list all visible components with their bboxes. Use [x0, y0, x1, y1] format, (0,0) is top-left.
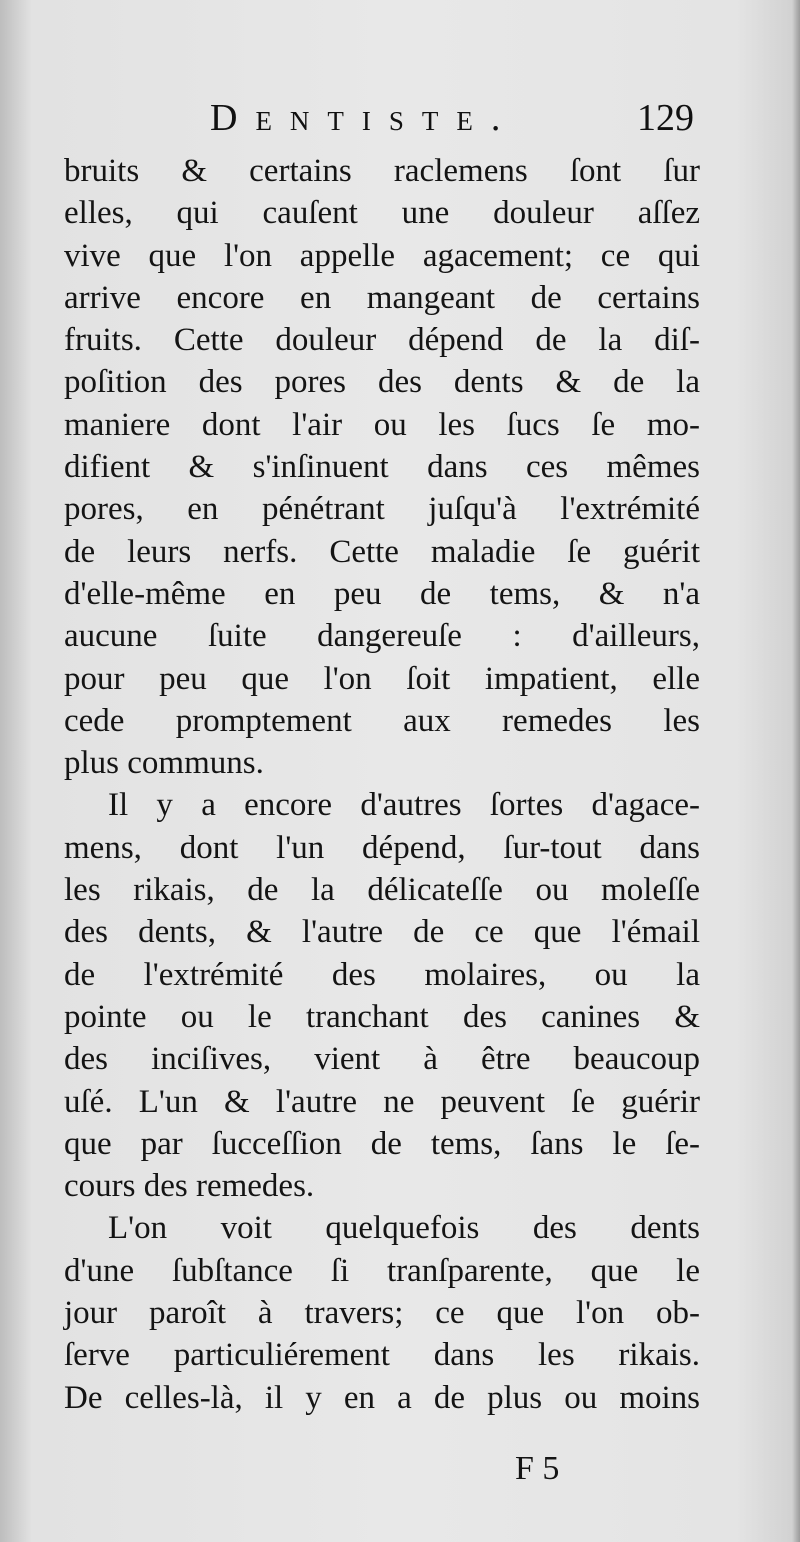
text-line: de l'extrémité des molaires, ou la — [64, 956, 700, 993]
text-line: de leurs nerfs. Cette maladie ſe guérit — [64, 533, 700, 570]
page-number: 129 — [637, 97, 694, 139]
body-text — [64, 150, 700, 1419]
paragraph-3 — [64, 1207, 700, 1418]
paragraph-1 — [64, 150, 700, 784]
text-line: Il y a encore d'autres ſortes d'agace- — [108, 787, 700, 824]
paragraph-2 — [64, 784, 700, 1207]
text-line: aucune ſuite dangereuſe : d'ailleurs, — [64, 618, 700, 655]
text-line: maniere dont l'air ou les ſucs ſe mo- — [64, 406, 700, 443]
text-line: les rikais, de la délicateſſe ou moleſſe — [64, 872, 700, 909]
text-line: De celles-là, il y en a de plus ou moins — [64, 1379, 700, 1416]
text-line: pointe ou le tranchant des canines & — [64, 998, 700, 1035]
text-line: mens, dont l'un dépend, ſur-tout dans — [64, 829, 700, 866]
text-line: plus communs. — [64, 745, 264, 782]
text-line: pores, en pénétrant juſqu'à l'extrémité — [64, 491, 700, 528]
text-line: des dents, & l'autre de ce que l'émail — [64, 914, 700, 951]
text-line: que par ſucceſſion de tems, ſans le ſe- — [64, 1125, 700, 1162]
signature-mark: F 5 — [515, 1450, 560, 1487]
text-line: cours des remedes. — [64, 1168, 315, 1205]
text-line: pour peu que l'on ſoit impatient, elle — [64, 660, 700, 697]
text-line: fruits. Cette douleur dépend de la diſ- — [64, 322, 700, 359]
text-line: jour paroît à travers; ce que l'on ob- — [64, 1295, 700, 1332]
text-line: vive que l'on appelle agacement; ce qui — [64, 237, 700, 274]
text-line: des inciſives, vient à être beaucoup — [64, 1041, 700, 1078]
text-line: bruits & certains raclemens ſont ſur — [64, 153, 700, 189]
text-line: L'on voit quelquefois des dents — [108, 1210, 700, 1247]
text-line: d'elle-même en peu de tems, & n'a — [64, 575, 700, 612]
text-line: poſition des pores des dents & de la — [64, 364, 700, 401]
text-line: difient & s'inſinuent dans ces mêmes — [64, 449, 700, 486]
running-head: Dentiste. — [210, 97, 519, 139]
page-edge-shadow — [792, 0, 800, 1542]
text-line: ſerve particuliérement dans les rikais. — [64, 1337, 700, 1374]
text-line: uſé. L'un & l'autre ne peuvent ſe guérir — [64, 1083, 700, 1120]
text-line: elles, qui cauſent une douleur aſſez — [64, 195, 700, 232]
text-line: cede promptement aux remedes les — [64, 702, 700, 739]
text-line: d'une ſubſtance ſi tranſparente, que le — [64, 1252, 700, 1289]
text-line: arrive encore en mangeant de certains — [64, 279, 700, 316]
